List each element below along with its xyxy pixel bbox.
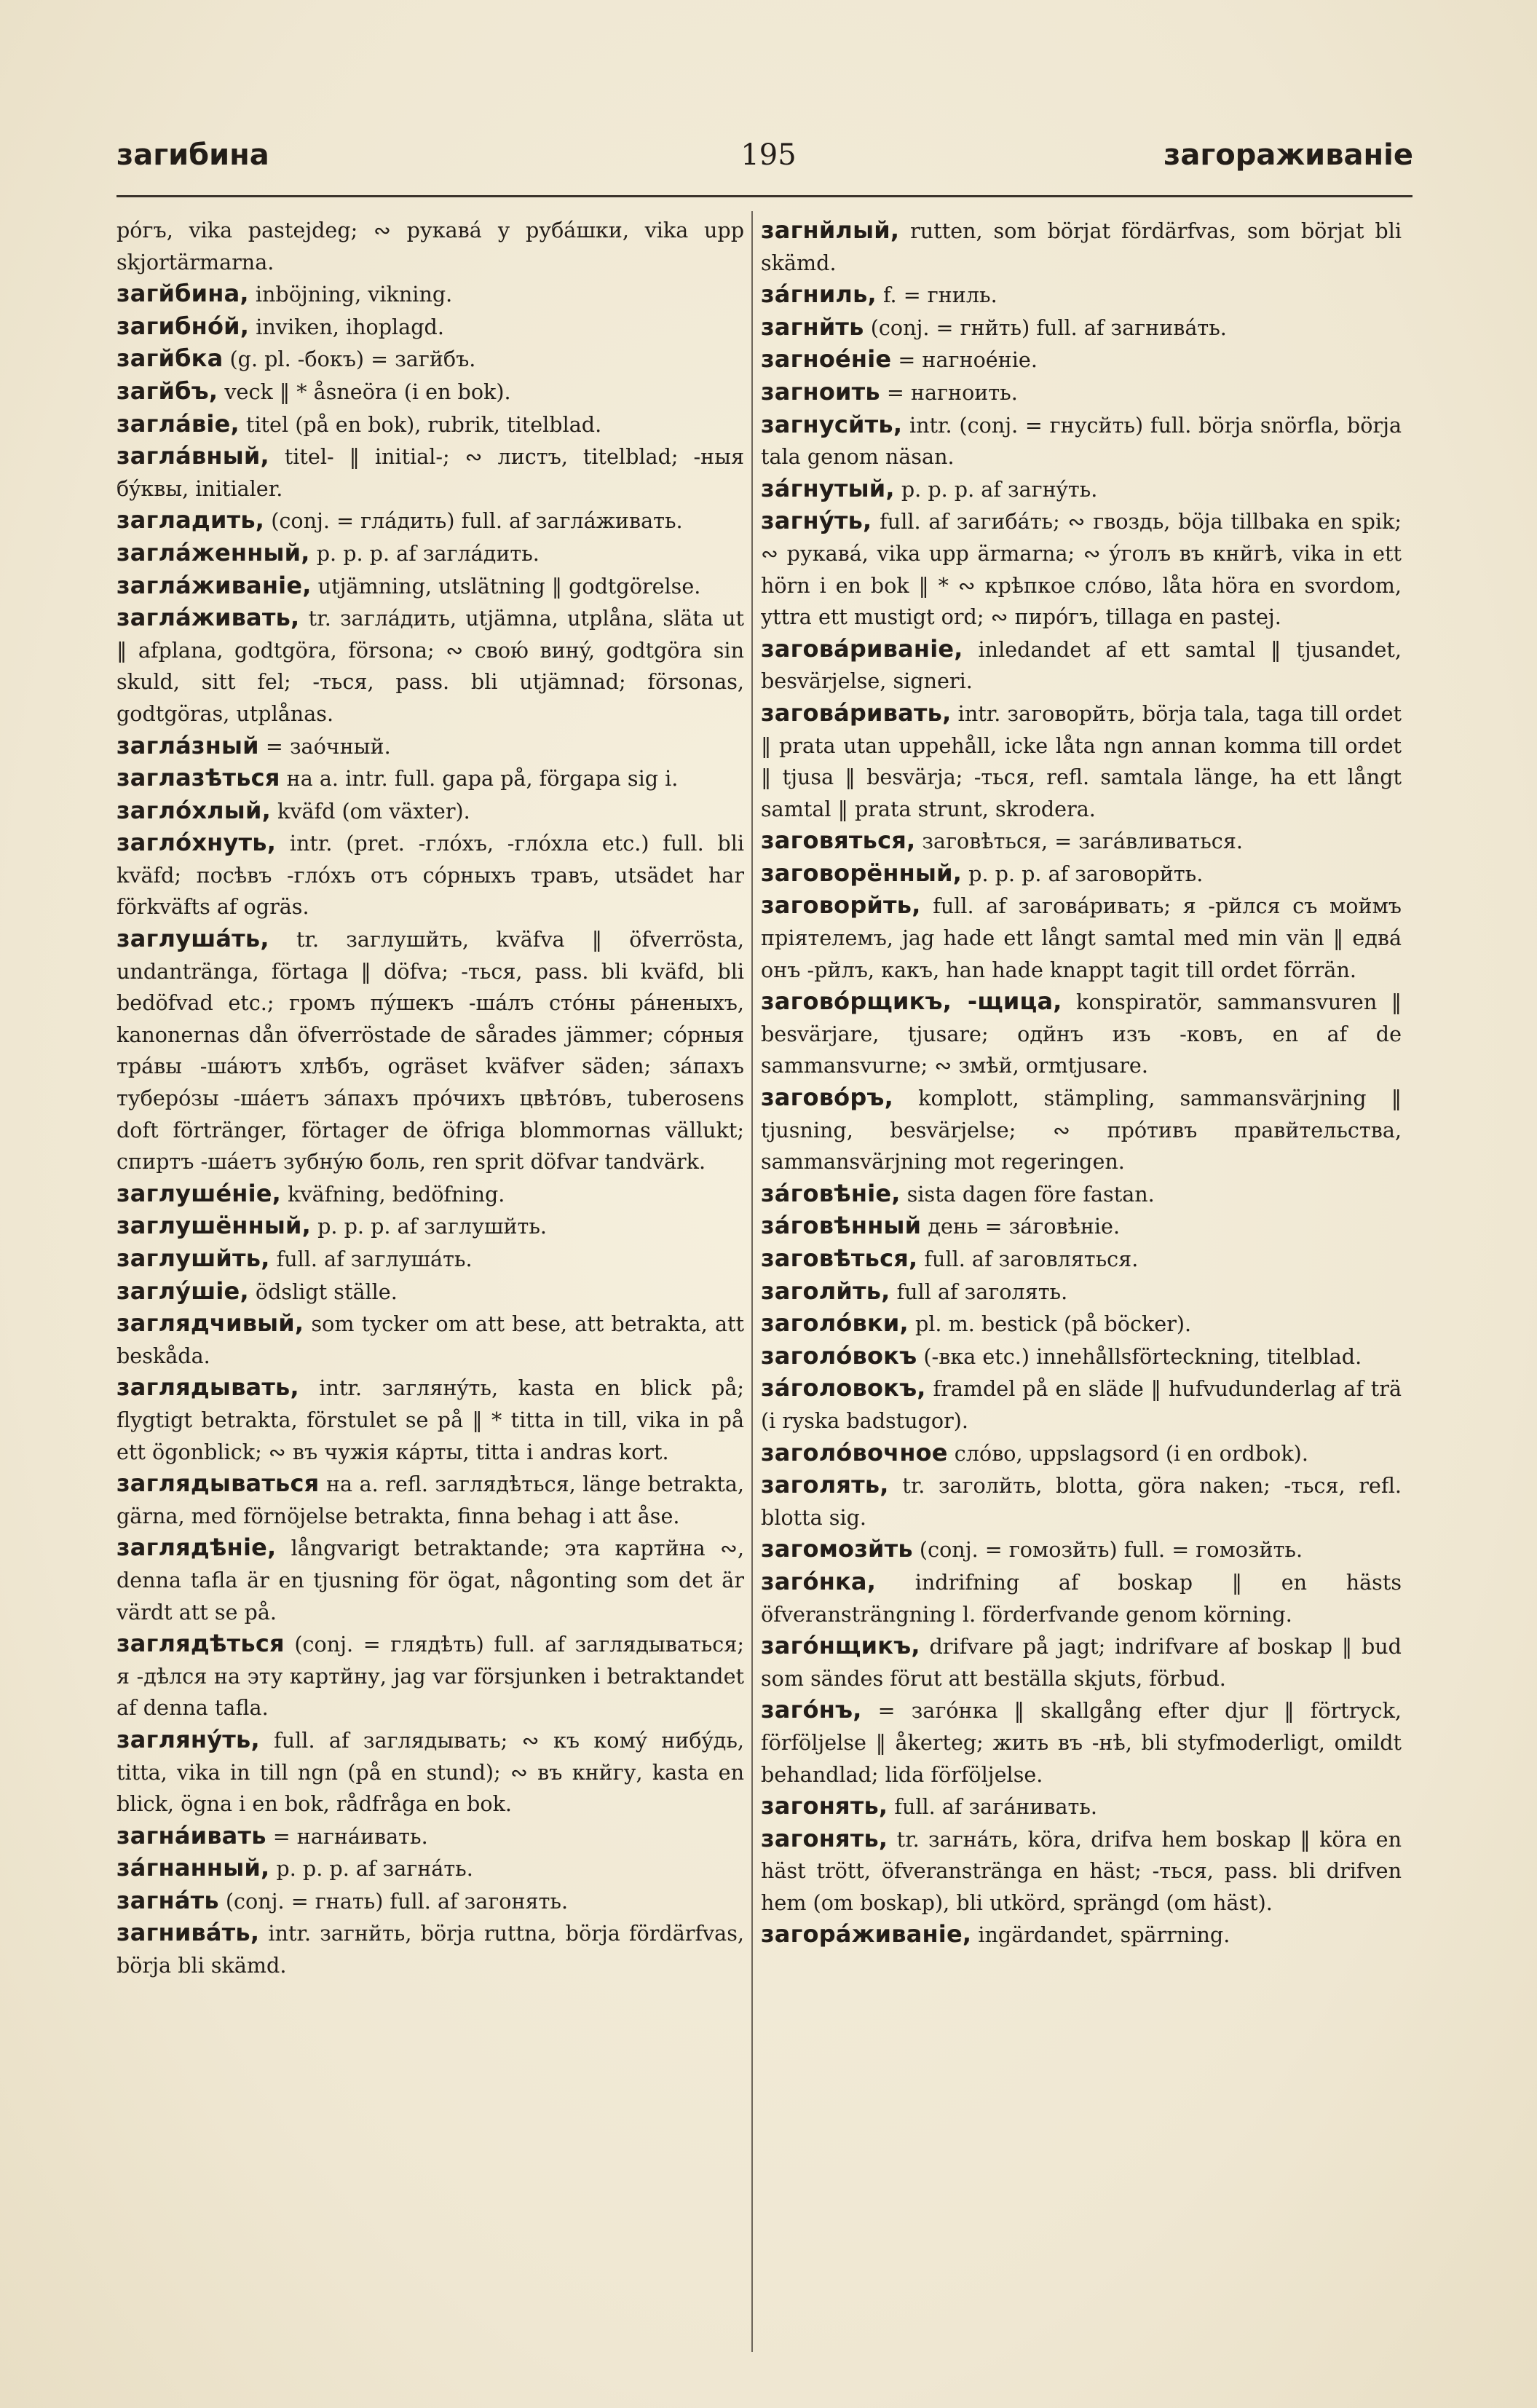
- entry-headword: заглýшіе,: [116, 1276, 249, 1305]
- entry-definition: ödsligt ställe.: [248, 1279, 398, 1304]
- left-column: [116, 215, 744, 2356]
- dictionary-entry: [116, 1820, 744, 1853]
- entry-definition: veck ‖ * åsneöra (i en bok).: [218, 379, 511, 404]
- dictionary-entry: [761, 312, 1402, 344]
- entry-definition: p. p. p. af заговорйть.: [962, 861, 1204, 886]
- dictionary-entry: [761, 1533, 1402, 1566]
- dictionary-entry: [116, 1532, 744, 1628]
- dictionary-entry: [116, 1917, 744, 1981]
- dictionary-entry: [116, 1885, 744, 1918]
- entry-headword: заглядываться: [116, 1469, 320, 1498]
- dictionary-entry: [761, 505, 1402, 633]
- entry-headword: заглóхлый,: [116, 796, 271, 824]
- dictionary-entry: [116, 1210, 744, 1243]
- entry-definition: (conj. = глáдить) full. af заглáживать.: [264, 508, 683, 534]
- dictionary-entry: [761, 1694, 1402, 1791]
- entry-definition: (conj. = глядѣть) full. af заглядываться; я -дѣлся на эту картйну, jag var försjunken i betraktandet af denna tafla.: [116, 1632, 744, 1721]
- dictionary-entry: [116, 1308, 744, 1372]
- dictionary-entry: [116, 602, 744, 730]
- entry-definition: = загóнка ‖ skallgång efter djur ‖ förtryck, förföljelse ‖ åkerteg; жить въ -нѣ, bli styfmoderligt, omildt behandlad; lida förföljelse.: [761, 1698, 1402, 1787]
- entry-definition: ingärdandet, spärrning.: [971, 1922, 1230, 1948]
- entry-headword: заглáзный: [116, 731, 259, 759]
- entry-headword: загóнъ,: [761, 1696, 862, 1724]
- dictionary-entry: [116, 376, 744, 408]
- entry-headword: заглóхнуть,: [116, 829, 277, 857]
- dictionary-entry: [761, 215, 1402, 279]
- dictionary-entry: [116, 537, 744, 570]
- entry-definition: tr. заглáдить, utjämna, utplåna, släta ut ‖ afplana, godtgöra, försona; ∾ свою́ винý, godtgöra sin skuld, sitt fel; -ться, pass. bli utjämnad; försonas, godtgöras, utplånas.: [116, 606, 744, 726]
- entry-definition: p. p. p. af загнýть.: [894, 476, 1098, 502]
- dictionary-entry: [116, 762, 744, 795]
- entry-headword: загнáть: [116, 1886, 219, 1914]
- entry-definition: intr. заглянýть, kasta en blick på; flygtigt betrakta, förstulet se på ‖ * titta in till, vika in på ett ögonblick; ∾ въ чужія кáрты, titta i andras kort.: [116, 1375, 744, 1464]
- entry-definition: p. p. p. af загнáть.: [269, 1856, 473, 1882]
- entry-headword: заговорённый,: [761, 858, 963, 887]
- entry-definition: kväfning, bedöfning.: [281, 1181, 505, 1207]
- entry-definition: intr. (pret. -глóхъ, -глóхла etc.) full. bli kväfd; посѣвъ -глóхъ отъ сóрныхъ травъ, utsädet har förkväfts af ogräs.: [116, 831, 744, 920]
- entry-headword: заглушáть,: [116, 925, 269, 953]
- entry-headword: заглядывать,: [116, 1373, 299, 1402]
- dictionary-entry: [761, 825, 1402, 858]
- dictionary-entry: [761, 1178, 1402, 1211]
- dictionary-entry: [116, 570, 744, 603]
- entry-definition: titel (på en bok), rubrik, titelblad.: [239, 411, 602, 437]
- dictionary-entry: [761, 1469, 1402, 1533]
- running-head-right: загораживаніе: [1163, 138, 1413, 172]
- entry-headword: зáговѣніе,: [761, 1179, 901, 1207]
- entry-headword: загорáживаніе,: [761, 1920, 972, 1949]
- dictionary-entry: [761, 1308, 1402, 1341]
- entry-definition: tr. загнáть, köra, drifva hem boskap ‖ köra en häst trött, öfveranstränga en häst; -ться, pass. bli drifven hem (om boskap), bli utkörd, sprängd (om häst).: [761, 1826, 1402, 1915]
- entry-headword: загонять,: [761, 1792, 888, 1820]
- page-number: 195: [740, 138, 797, 172]
- dictionary-entry: [116, 1628, 744, 1724]
- entry-definition: tr. заглушйть, kväfva ‖ öfverrösta, undantränga, förtaga ‖ döfva; -ться, pass. bli kväfd, bli bedöfvad etc.; громъ пýшекъ -шáлъ стóны рáненыхъ, kanonernas dån öfverröstade de sårades jämmer; сóрныя трáвы -шáютъ хлѣбъ, ogräset kväfver säden; зáпахъ туберóзы -шáетъ зáпахъ прóчихъ цвѣтóвъ, tuberosens doft förtränger, förtager de öfriga blommornas vällukt; спиртъ -шáетъ зубнýю боль, ren sprit döfvar tandvärk.: [116, 927, 744, 1175]
- entry-definition: långvarigt betraktande; эта картйна ∾, denna tafla är en tjusning för ögat, någonting som det är värdt att se på.: [116, 1536, 744, 1625]
- entry-definition: titel- ‖ initial-; ∾ листъ, titelblad; -ныя бýквы, initialer.: [116, 444, 744, 501]
- entry-headword: заголóвки,: [761, 1309, 909, 1338]
- entry-headword: зáгниль,: [761, 280, 877, 309]
- entry-headword: заглáвный,: [116, 442, 269, 470]
- entry-definition: som tycker om att bese, att betrakta, att beskåda.: [116, 1311, 744, 1368]
- dictionary-entry: [116, 795, 744, 828]
- entry-definition: konspiratör, sammansvuren ‖ besvärjare, tjusare; одйнъ изъ -ковъ, en af de sammansvurne; ∾ змѣй, ormtjusare.: [761, 990, 1402, 1078]
- entry-headword: заглáживать,: [116, 604, 300, 632]
- entry-headword: заговóръ,: [761, 1083, 894, 1112]
- dictionary-entry: [761, 1823, 1402, 1919]
- entry-headword: загйбка: [116, 344, 224, 373]
- entry-definition: (conj. = гнйть) full. af загнивáть.: [864, 315, 1227, 340]
- entry-definition: заговѣться, = загáвливаться.: [915, 829, 1243, 854]
- dictionary-entry: [761, 1341, 1402, 1373]
- right-column: [761, 215, 1402, 2356]
- entry-headword: заглянýть,: [116, 1725, 260, 1753]
- entry-headword: загнивáть,: [116, 1919, 260, 1947]
- entry-headword: зáгнутый,: [761, 474, 895, 502]
- entry-definition: framdel på en släde ‖ hufvudunderlag af trä (i ryska badstugor).: [761, 1376, 1402, 1433]
- entry-definition: utjämning, utslätning ‖ godtgörelse.: [311, 573, 701, 599]
- entry-headword: загнйть: [761, 312, 864, 341]
- entry-definition: = нагноить.: [880, 379, 1018, 405]
- entry-definition: (conj. = гнать) full. af загонять.: [218, 1888, 569, 1914]
- dictionary-entry: [761, 1919, 1402, 1951]
- dictionary-entry: [116, 215, 744, 278]
- entry-definition: indrifning af boskap ‖ en hästs öfveransträngning l. förderfvande genom körning.: [761, 1569, 1402, 1627]
- dictionary-entry: [116, 505, 744, 537]
- entry-headword: заголять,: [761, 1471, 889, 1499]
- entry-definition: full. af загибáть; ∾ гвоздь, böja tillbaka en spik; ∾ рукавá, vika upp ärmarna; ∾ ýголъ въ кнйгѣ, vika in ett hörn i en bok ‖ * ∾ крѣпкое слóво, låta höra en svordom, yttra ett mustigt ord; ∾ пирóгъ, tillaga en pastej.: [761, 509, 1402, 630]
- entry-headword: зáголовокъ,: [761, 1374, 926, 1402]
- entry-headword: загйбина,: [116, 280, 249, 308]
- entry-definition: full. af заглядывать; ∾ къ комý нибýдь, titta, vika in till ngn (på en stund); ∾ въ кнйгу, kasta en blick, ögna i en bok, rådfråga en bok.: [116, 1727, 744, 1817]
- entry-headword: загноить: [761, 377, 880, 406]
- entry-definition: (conj. = гомозйть) full. = гомозйть.: [912, 1537, 1303, 1563]
- dictionary-entry: [761, 473, 1402, 506]
- dictionary-entry: [116, 1724, 744, 1820]
- dictionary-entry: [116, 278, 744, 311]
- dictionary-entry: [761, 1630, 1402, 1694]
- dictionary-entry: [761, 698, 1402, 825]
- entry-headword: загонять,: [761, 1824, 888, 1852]
- entry-headword: заговорйть,: [761, 891, 921, 920]
- entry-definition: inböjning, vikning.: [248, 282, 453, 307]
- entry-headword: заглазѣться: [116, 764, 280, 792]
- entry-definition: full. af заглушáть.: [269, 1247, 473, 1271]
- dictionary-entry: [761, 890, 1402, 986]
- dictionary-entry: [116, 1243, 744, 1276]
- entry-headword: заглушéніе,: [116, 1179, 282, 1207]
- entry-definition: на a. intr. full. gapa på, förgapa sig i.: [280, 766, 679, 792]
- column-divider: [751, 211, 753, 2352]
- entry-definition: komplott, stämpling, sammansvärjning ‖ tjusning, besvärjelse; ∾ прóтивъ правйтельства, sammansvärjning mot regeringen.: [761, 1086, 1402, 1175]
- entry-headword: загнусйть,: [761, 410, 903, 438]
- dictionary-entry: [761, 376, 1402, 409]
- entry-headword: заголóвокъ: [761, 1341, 917, 1370]
- entry-headword: загомозйть: [761, 1535, 913, 1563]
- entry-definition: f. = гниль.: [876, 283, 997, 308]
- dictionary-entry: [761, 344, 1402, 376]
- entry-definition: p. p. p. af заглáдить.: [309, 540, 540, 566]
- dictionary-entry: [116, 1372, 744, 1468]
- entry-headword: заглáженный,: [116, 538, 310, 567]
- entry-definition: = нагнáивать.: [266, 1823, 428, 1849]
- entry-definition: rutten, som börjat fördärfvas, som börjat bli skämd.: [761, 218, 1402, 275]
- dictionary-entry: [761, 1791, 1402, 1823]
- dictionary-entry: [116, 730, 744, 763]
- entry-definition: sista dagen före fastan.: [900, 1181, 1155, 1207]
- entry-definition: (-вка etc.) innehållsförteckning, titelblad.: [917, 1343, 1362, 1369]
- entry-definition: (g. pl. -бокъ) = загйбъ.: [223, 347, 476, 372]
- dictionary-entry: [116, 1276, 744, 1308]
- entry-definition: слóво, uppslagsord (i en ordbok).: [947, 1440, 1308, 1466]
- entry-headword: загладить,: [116, 506, 265, 534]
- entry-headword: заголóвочное: [761, 1438, 948, 1466]
- dictionary-entry: [761, 858, 1402, 891]
- entry-definition: рóгъ, vika pastejdeg; ∾ рукавá у рубáшки, vika upp skjortärmarna.: [116, 218, 744, 275]
- dictionary-entry: [761, 1566, 1402, 1630]
- dictionary-entry: [761, 1082, 1402, 1178]
- entry-headword: заглушйть,: [116, 1244, 270, 1272]
- dictionary-entry: [116, 1852, 744, 1885]
- entry-headword: заглáвіе,: [116, 409, 240, 438]
- entry-definition: intr. заговорйть, börja tala, taga till ordet ‖ prata utan uppehåll, icke låta ngn annan komma till ordet ‖ tjusa ‖ besvärja; -ться, refl. samtala länge, ha ett långt samtal ‖ prata strunt, skrodera.: [761, 700, 1402, 821]
- header-rule: [116, 195, 1412, 197]
- dictionary-entry: [761, 633, 1402, 698]
- dictionary-entry: [761, 279, 1402, 312]
- entry-headword: заговяться,: [761, 826, 916, 855]
- entry-headword: заговѣться,: [761, 1244, 918, 1272]
- running-head-left: загибина: [116, 138, 269, 172]
- entry-definition: full. af заговляться.: [917, 1247, 1139, 1271]
- entry-headword: загйбъ,: [116, 376, 218, 405]
- entry-headword: зáговѣнный: [761, 1212, 922, 1240]
- entry-headword: заглáживаніе,: [116, 571, 312, 599]
- entry-headword: заглядчивый,: [116, 1309, 304, 1338]
- dictionary-entry: [761, 1373, 1402, 1437]
- dictionary-entry: [116, 311, 744, 344]
- dictionary-entry: [761, 1210, 1402, 1243]
- entry-headword: заглушённый,: [116, 1212, 312, 1240]
- entry-headword: загнýть,: [761, 507, 872, 535]
- dictionary-entry: [761, 986, 1402, 1082]
- entry-definition: kväfd (om växter).: [270, 798, 470, 824]
- entry-headword: загнйлый,: [761, 216, 900, 244]
- dictionary-entry: [116, 827, 744, 923]
- dictionary-entry: [116, 343, 744, 376]
- entry-definition: full. af загáнивать.: [888, 1794, 1097, 1820]
- entry-headword: загнáивать: [116, 1821, 266, 1850]
- dictionary-entry: [761, 409, 1402, 473]
- dictionary-entry: [761, 1243, 1402, 1276]
- dictionary-entry: [116, 1468, 744, 1532]
- entry-definition: full. af заговáривать; я -рйлся съ моймъ пріятелемъ, jag hade ett långt samtal med min vän ‖ едвá онъ -рйлъ, какъ, han hade knappt tagit till ordet förrän.: [761, 893, 1402, 982]
- entry-headword: заглядѣться: [116, 1630, 285, 1658]
- entry-definition: drifvare på jagt; indrifvare af boskap ‖ bud som sändes förut att beställa skjuts, förbud.: [761, 1634, 1402, 1691]
- entry-definition: tr. заголйть, blotta, göra naken; -ться, refl. blotta sig.: [761, 1473, 1402, 1530]
- entry-headword: зáгнанный,: [116, 1854, 270, 1882]
- entry-headword: загноéніе: [761, 345, 892, 374]
- entry-definition: intr. (conj. = гнусйть) full. börja snörfla, börja tala genom näsan.: [761, 412, 1402, 470]
- entry-headword: загóнщикъ,: [761, 1632, 920, 1660]
- entry-definition: = заóчный.: [258, 733, 391, 759]
- entry-definition: inviken, ihoplagd.: [249, 314, 444, 339]
- entry-definition: intr. загнйть, börja ruttna, börja fördärfvas, börja bli skämd.: [116, 1921, 744, 1978]
- entry-headword: заговáриваніе,: [761, 634, 963, 663]
- dictionary-entry: [116, 408, 744, 441]
- entry-definition: inledandet af ett samtal ‖ tjusandet, besvärjelse, signeri.: [761, 636, 1402, 694]
- entry-headword: заговáривать,: [761, 698, 952, 727]
- dictionary-entry: [116, 1178, 744, 1211]
- entry-headword: загибнóй,: [116, 312, 250, 340]
- entry-headword: заговóрщикъ, -щица,: [761, 987, 1062, 1016]
- entry-headword: заглядѣніе,: [116, 1533, 277, 1562]
- dictionary-entry: [761, 1437, 1402, 1470]
- entry-definition: день = зáговѣніе.: [921, 1214, 1121, 1239]
- entry-headword: заголйть,: [761, 1276, 890, 1305]
- entry-definition: full af заголять.: [890, 1279, 1068, 1304]
- entry-definition: p. p. p. af заглушйть.: [311, 1214, 548, 1239]
- dictionary-entry: [116, 923, 744, 1178]
- entry-definition: = нагноéніе.: [891, 347, 1038, 373]
- entry-definition: pl. m. bestick (på böcker).: [908, 1311, 1192, 1337]
- dictionary-entry: [116, 441, 744, 505]
- dictionary-entry: [761, 1276, 1402, 1308]
- entry-headword: загóнка,: [761, 1567, 877, 1595]
- entry-definition: на a. refl. заглядѣться, länge betrakta, gärna, med förnöjelse betrakta, finna behag i att åse.: [116, 1472, 744, 1528]
